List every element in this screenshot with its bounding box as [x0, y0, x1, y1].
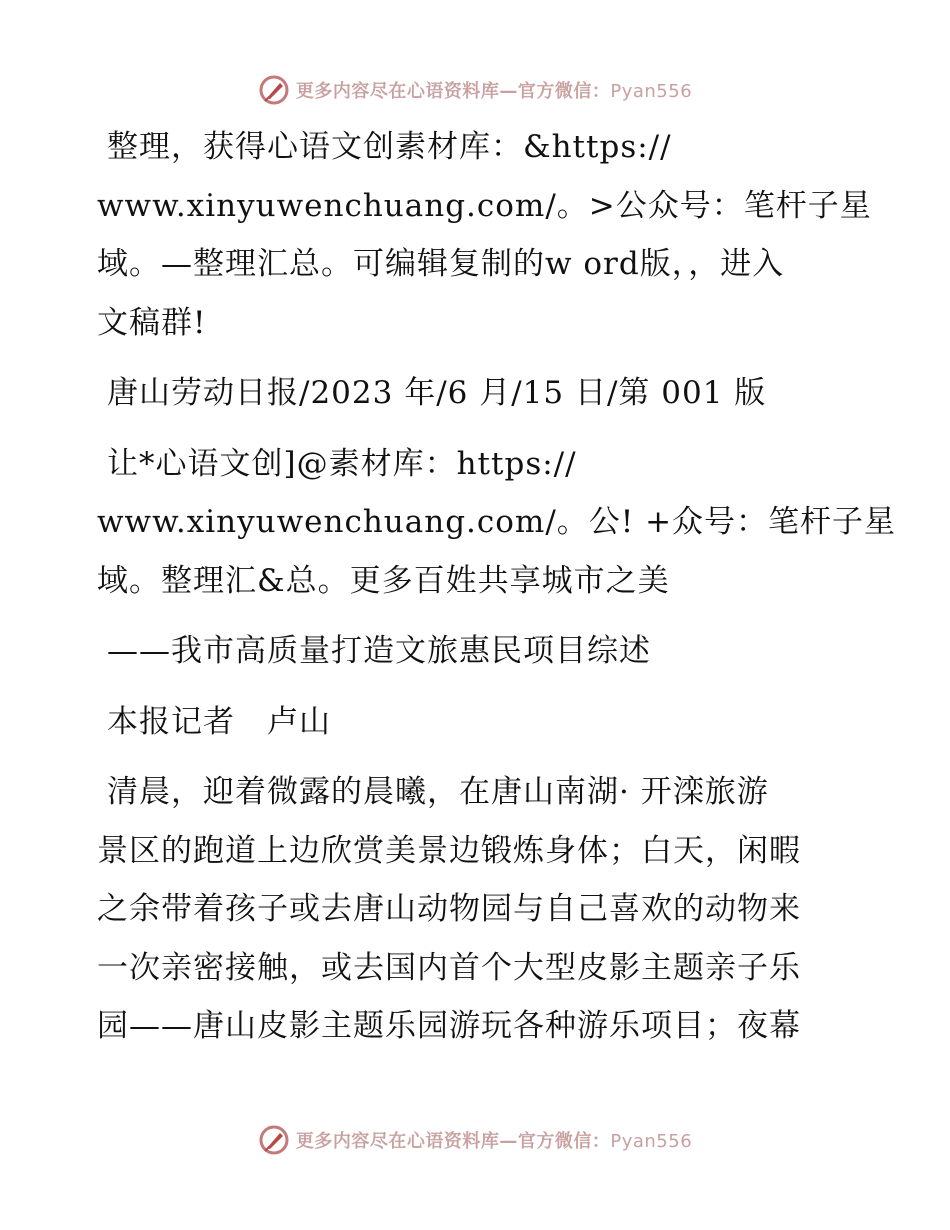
paragraph-source-note — [97, 118, 872, 352]
text-line: 文稿群! — [97, 304, 207, 341]
text-line: ——我市高质量打造文旅惠民项目综述 — [107, 633, 651, 669]
paragraph-body — [97, 763, 857, 1056]
text-line: 域。整理汇&总。更多百姓共享城市之美 — [97, 562, 670, 599]
text-line: 清晨，迎着微露的晨曦，在唐山南湖· 开滦旅游 — [107, 774, 769, 810]
text-line: 本报记者 卢山 — [107, 703, 331, 740]
footer-watermark — [0, 1122, 950, 1158]
header-watermark — [0, 72, 950, 108]
article-body — [97, 118, 897, 1056]
paragraph-title — [97, 435, 897, 611]
text-line: 之余带着孩子或去唐山动物园与自己喜欢的动物来 — [97, 891, 801, 927]
wechat-handle: Pyan556 — [610, 1131, 693, 1152]
text-line: 域。—整理汇总。可编辑复制的w ord版，，进入 — [97, 246, 785, 282]
text-line: 园——唐山皮影主题乐园游玩各种游乐项目；夜幕 — [97, 1008, 801, 1044]
feather-pen-icon — [258, 1124, 290, 1156]
text-line: 让*心语文创]@素材库：https:// — [107, 445, 577, 482]
paragraph-publication — [97, 364, 857, 423]
header-watermark-text: 更多内容尽在心语资料库—官方微信：Pyan556 — [295, 81, 693, 102]
text-line: 整理，获得心语文创素材库：&https:// — [107, 129, 672, 165]
paragraph-byline — [97, 693, 857, 752]
wechat-handle: Pyan556 — [610, 81, 693, 102]
feather-pen-icon — [258, 74, 290, 106]
paragraph-subtitle — [97, 622, 857, 681]
footer-watermark-text: 更多内容尽在心语资料库—官方微信：Pyan556 — [295, 1131, 693, 1152]
text-line: www.xinyuwenchuang.com/。公! +众号：笔杆子星 — [97, 504, 897, 540]
text-line: 一次亲密接触，或去国内首个大型皮影主题亲子乐 — [97, 949, 801, 986]
text-line: 景区的跑道上边欣赏美景边锻炼身体；白天，闲暇 — [97, 832, 801, 869]
text-line: 唐山劳动日报/2023 年/6 月/15 日/第 001 版 — [107, 375, 767, 411]
text-line: www.xinyuwenchuang.com/。>公众号：笔杆子星 — [97, 187, 872, 224]
